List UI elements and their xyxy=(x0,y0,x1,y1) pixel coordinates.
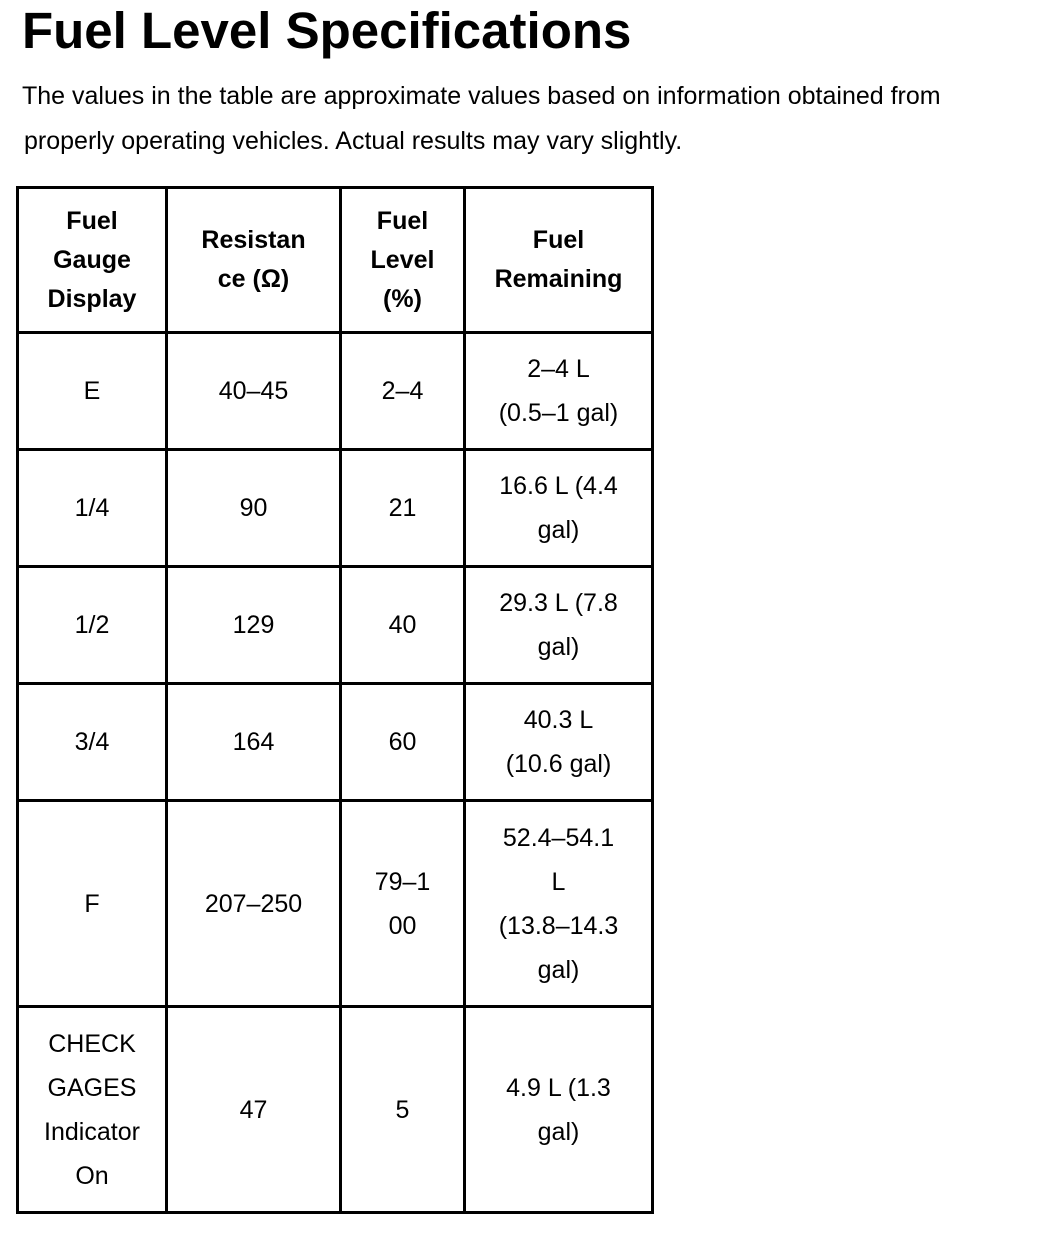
cell-gauge-display xyxy=(18,684,167,801)
cell-text-line: 2–4 xyxy=(381,377,424,405)
cell-text-line: 21 xyxy=(388,494,417,522)
cell-resistance xyxy=(167,450,341,567)
cell-fuel-level xyxy=(341,450,465,567)
cell-text-line: 47 xyxy=(239,1095,268,1124)
cell-resistance xyxy=(167,684,341,801)
header-text-line: (%) xyxy=(383,284,422,313)
cell-text-line: gal) xyxy=(537,1117,580,1146)
cell-text-line: 52.4–54.1 xyxy=(502,823,615,852)
table-row xyxy=(18,684,653,801)
cell-text-line: 90 xyxy=(239,494,268,522)
table-row xyxy=(18,801,653,1007)
cell-text-line: 1/2 xyxy=(74,611,110,639)
header-fuel-level xyxy=(341,188,465,333)
cell-text-line: 40.3 L xyxy=(523,706,594,734)
cell-fuel-remaining xyxy=(465,333,653,450)
cell-text-line: (0.5–1 gal) xyxy=(498,399,619,427)
header-resistance xyxy=(167,188,341,333)
table-body xyxy=(18,333,653,1213)
cell-fuel-remaining xyxy=(465,801,653,1007)
header-text-line: Display xyxy=(47,284,137,313)
cell-text-line: 5 xyxy=(395,1095,410,1124)
table-header-row xyxy=(18,188,653,333)
cell-resistance xyxy=(167,801,341,1007)
cell-gauge-display xyxy=(18,567,167,684)
cell-text-line: 40–45 xyxy=(218,377,289,405)
cell-text-line: 60 xyxy=(388,728,417,756)
intro-line-2: properly operating vehicles. Actual results may vary slightly. xyxy=(24,127,683,155)
cell-fuel-level xyxy=(341,801,465,1007)
header-text-line: Gauge xyxy=(53,245,131,274)
cell-gauge-display xyxy=(18,333,167,450)
cell-gauge-display xyxy=(18,450,167,567)
cell-text-line: (10.6 gal) xyxy=(505,750,612,778)
cell-fuel-level xyxy=(341,567,465,684)
header-text-line: Fuel xyxy=(66,206,118,235)
cell-text-line: 29.3 L (7.8 xyxy=(499,589,618,617)
page-title: Fuel Level Specifications xyxy=(22,2,632,59)
cell-text-line: 79–1 xyxy=(374,867,431,896)
intro-line-1: The values in the table are approximate values based on information obtained from xyxy=(22,82,941,110)
header-text-line: Remaining xyxy=(494,265,623,293)
cell-gauge-display xyxy=(18,1007,167,1213)
header-text-line: ce (Ω) xyxy=(217,265,290,293)
header-fuel-remaining xyxy=(465,188,653,333)
cell-resistance xyxy=(167,1007,341,1213)
cell-resistance xyxy=(167,333,341,450)
header-text-line: Level xyxy=(370,245,435,274)
cell-text-line: F xyxy=(84,889,100,918)
cell-text-line: 3/4 xyxy=(74,728,110,756)
cell-fuel-remaining xyxy=(465,1007,653,1213)
cell-text-line: E xyxy=(83,377,101,405)
cell-text-line: 40 xyxy=(388,611,417,639)
cell-resistance xyxy=(167,567,341,684)
cell-text-line: gal) xyxy=(537,516,580,544)
table-row xyxy=(18,567,653,684)
table-row xyxy=(18,450,653,567)
cell-text-line: CHECK xyxy=(48,1029,136,1058)
header-fuel-gauge-display xyxy=(18,188,167,333)
table-row xyxy=(18,333,653,450)
cell-text-line: L xyxy=(551,867,566,896)
header-text-line: Fuel xyxy=(532,226,585,254)
cell-text-line: gal) xyxy=(537,633,580,661)
cell-text-line: 4.9 L (1.3 xyxy=(506,1073,611,1102)
cell-text-line: 207–250 xyxy=(204,889,303,918)
cell-gauge-display xyxy=(18,801,167,1007)
cell-text-line: 00 xyxy=(388,911,417,940)
cell-fuel-level xyxy=(341,1007,465,1213)
intro-paragraph xyxy=(22,74,1052,164)
header-text-line: Fuel xyxy=(376,206,429,235)
cell-fuel-remaining xyxy=(465,567,653,684)
cell-fuel-remaining xyxy=(465,684,653,801)
cell-text-line: 164 xyxy=(232,728,275,756)
header-text-line: Resistan xyxy=(201,226,306,254)
cell-text-line: Indicator xyxy=(44,1117,140,1146)
cell-fuel-level xyxy=(341,333,465,450)
cell-fuel-remaining xyxy=(465,450,653,567)
cell-text-line: GAGES xyxy=(47,1073,137,1102)
fuel-level-table xyxy=(16,186,654,1214)
table-row xyxy=(18,1007,653,1213)
cell-text-line: 129 xyxy=(232,611,275,639)
cell-text-line: (13.8–14.3 xyxy=(498,911,619,940)
cell-text-line: 2–4 L xyxy=(527,355,590,383)
cell-text-line: On xyxy=(75,1161,109,1190)
cell-fuel-level xyxy=(341,684,465,801)
cell-text-line: 16.6 L (4.4 xyxy=(499,472,618,500)
cell-text-line: gal) xyxy=(537,955,580,984)
cell-text-line: 1/4 xyxy=(74,494,110,522)
